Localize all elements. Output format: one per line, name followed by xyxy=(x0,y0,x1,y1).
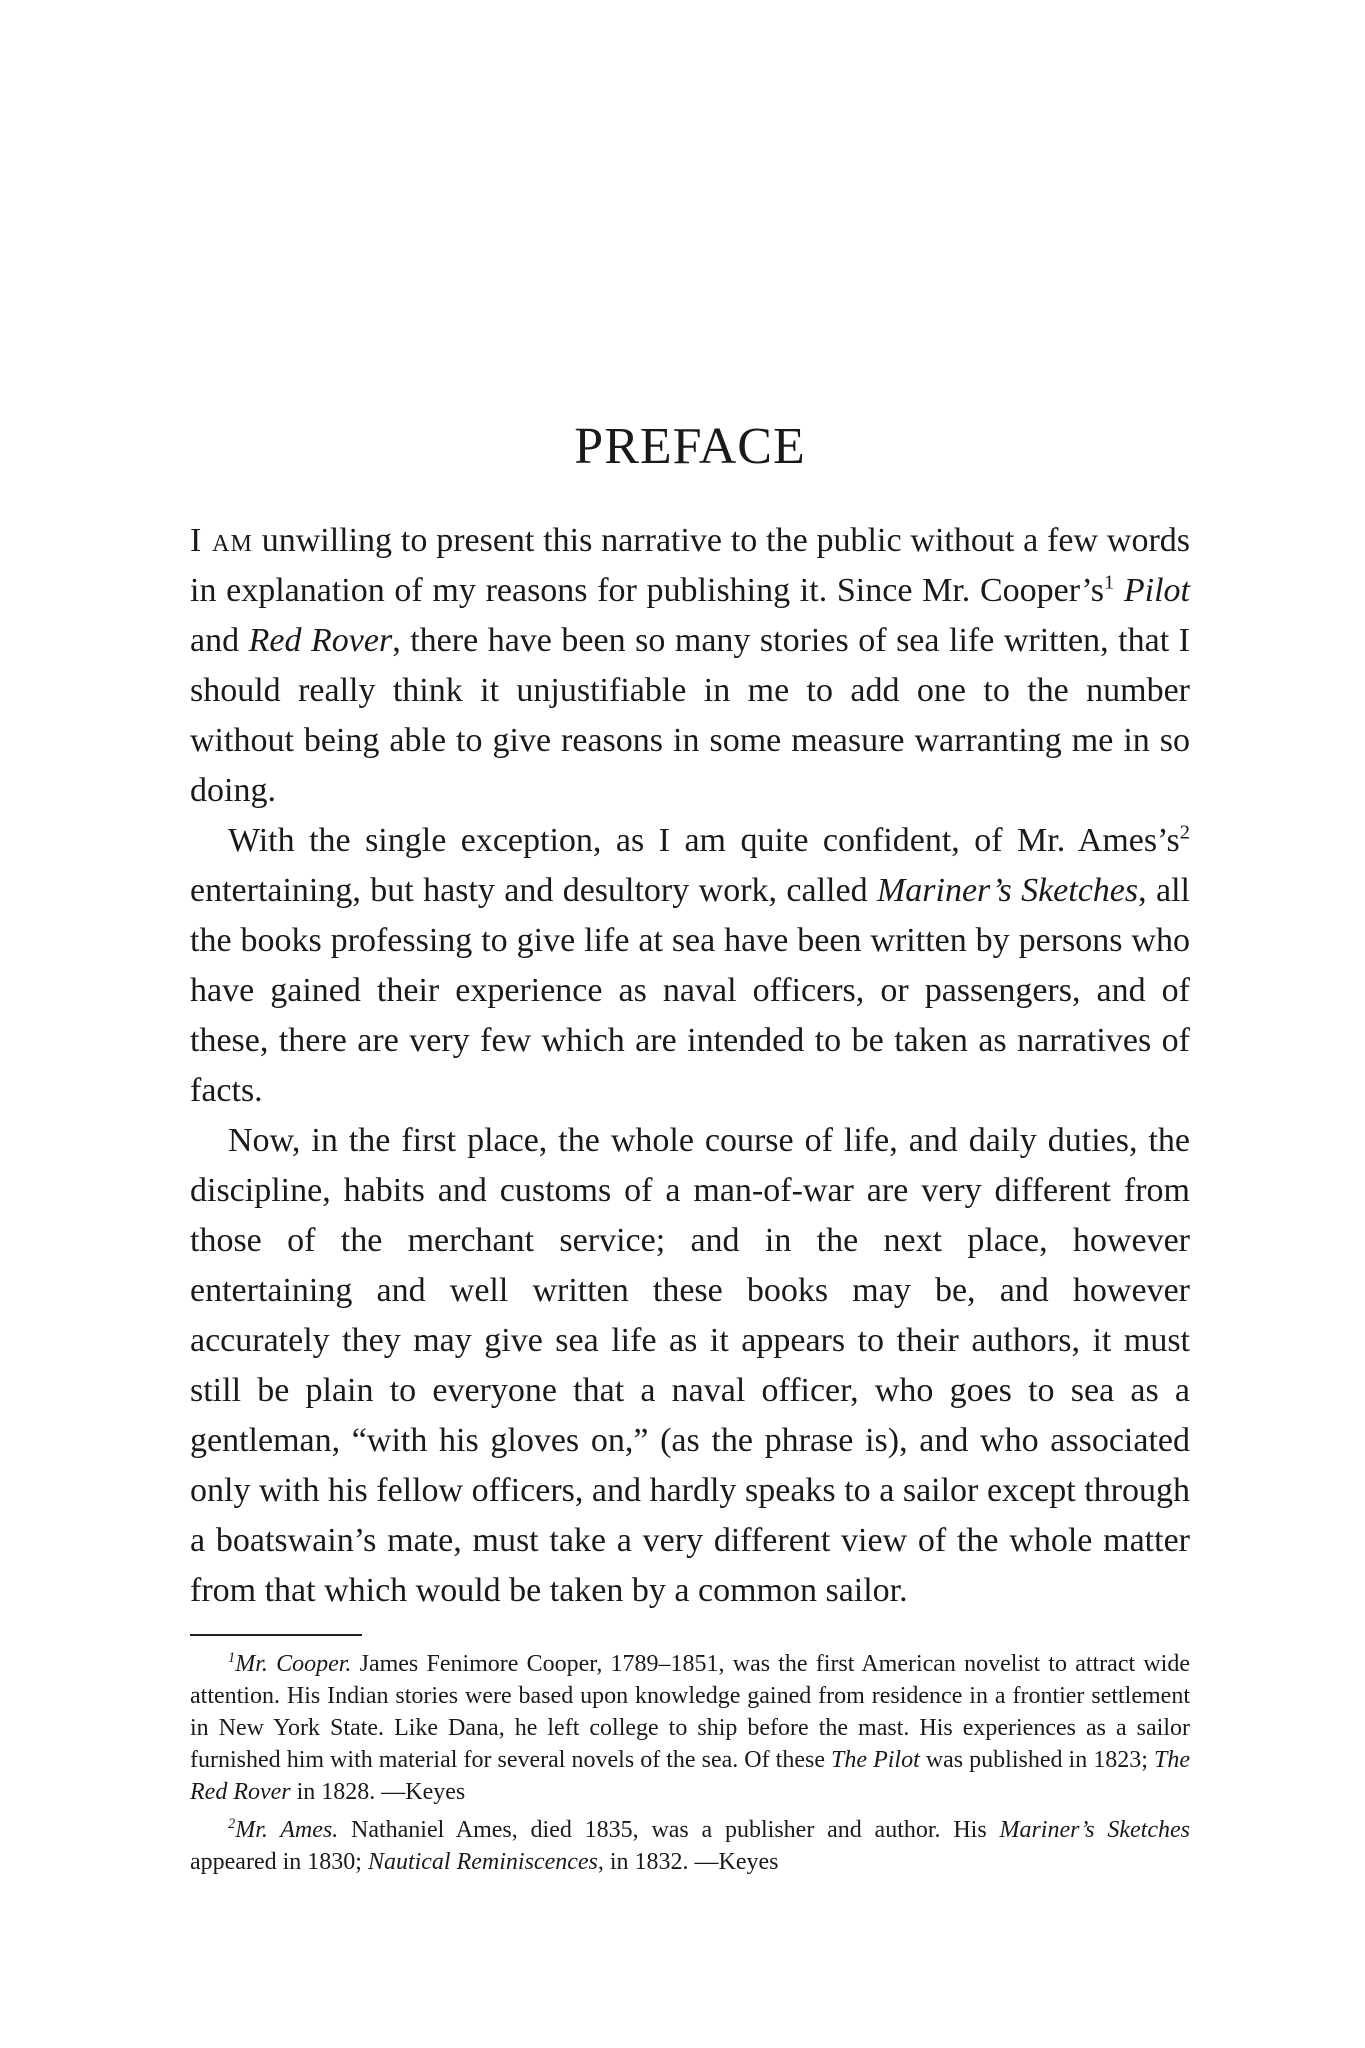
footnote-2-number: 2 xyxy=(228,1816,236,1832)
paragraph-2-text-c: , all the books professing to give life at sea have been written by persons who have gained their experience as naval officers, or passengers, and of these, there are very few which are intended to be taken as narratives of facts. xyxy=(190,872,1191,1109)
paragraph-2 xyxy=(190,816,1190,1116)
footnote-ref-1: 1 xyxy=(1104,571,1115,594)
footnote-1-title-a: The Pilot xyxy=(831,1747,920,1773)
footnote-1-text-b: was published in 1823; xyxy=(919,1747,1154,1773)
footnote-2-text-a: Nathaniel Ames, died 1835, was a publisher and author. His xyxy=(338,1817,1000,1843)
footnotes xyxy=(190,1648,1190,1884)
paragraph-3: Now, in the first place, the whole course of life, and daily duties, the discipline, habits and customs of a man-of-war are very different from those of the merchant service; and in the next place, however entertaining and well written these books may be, and however accurately they may give sea life as it appears to their authors, it must still be plain to everyone that a naval officer, who goes to sea as a gentleman, “with his gloves on,” (as the phrase is), and who associated only with his fellow officers, and hardly speaks to a sailor except through a boatswain’s mate, must take a very different view of the whole matter from that which would be taken by a common sailor. xyxy=(190,1122,1190,1609)
footnote-1-text-c: in 1828. —Keyes xyxy=(290,1779,466,1805)
paragraph-1-text-b: and xyxy=(190,622,249,659)
footnote-2 xyxy=(190,1814,1190,1878)
footnote-2-title-a: Mariner’s Sketches xyxy=(999,1817,1190,1843)
paragraph-1-text-a: unwilling to present this narrative to the public without a few words in explanation of my reasons for publishing it. Since Mr. Cooper’s xyxy=(190,522,1190,609)
footnote-2-title-b: Nautical Reminiscences xyxy=(367,1849,598,1875)
footnote-2-head: Mr. Ames. xyxy=(235,1817,339,1843)
preface-body xyxy=(190,516,1190,1616)
footnote-1-number: 1 xyxy=(228,1650,236,1666)
paragraph-1-text-c: , there have been so many stories of sea life written, that I should really think it unjustifiable in me to add one to the number without being able to give reasons in some measure warranting me in so doing. xyxy=(190,622,1191,809)
paragraph-2-text-b: entertaining, but hasty and desultory work, called xyxy=(190,872,877,909)
book-title-mariners-sketches: Mariner’s Sketches xyxy=(876,872,1139,909)
footnote-2-text-c: , in 1832. —Keyes xyxy=(597,1849,779,1875)
footnote-1-head: Mr. Cooper. xyxy=(235,1651,352,1677)
book-title-pilot: Pilot xyxy=(1123,572,1190,609)
footnote-1-text-a: James Fenimore Cooper, 1789–1851, was the first American novelist to attract wide attention. His Indian stories were based upon knowledge gained from residence in a frontier settlement in New York State. Like Dana, he left college to ship before the mast. His experiences as a sailor furnished him with material for several novels of the sea. Of these xyxy=(190,1651,1190,1773)
footnote-1 xyxy=(190,1648,1190,1808)
book-title-red-rover: Red Rover xyxy=(248,622,393,659)
book-page xyxy=(190,0,1190,2048)
paragraph-2-text-a: With the single exception, as I am quite confident, of Mr. Ames’s xyxy=(228,822,1180,859)
opening-words: I am xyxy=(190,522,253,559)
footnote-divider xyxy=(190,1634,362,1636)
footnote-2-text-b: appeared in 1830; xyxy=(190,1849,368,1875)
footnote-1-title-b: The Red Rover xyxy=(190,1747,1190,1805)
paragraph-1 xyxy=(190,516,1190,816)
footnote-ref-2: 2 xyxy=(1179,821,1190,844)
page-title: PREFACE xyxy=(574,418,806,475)
